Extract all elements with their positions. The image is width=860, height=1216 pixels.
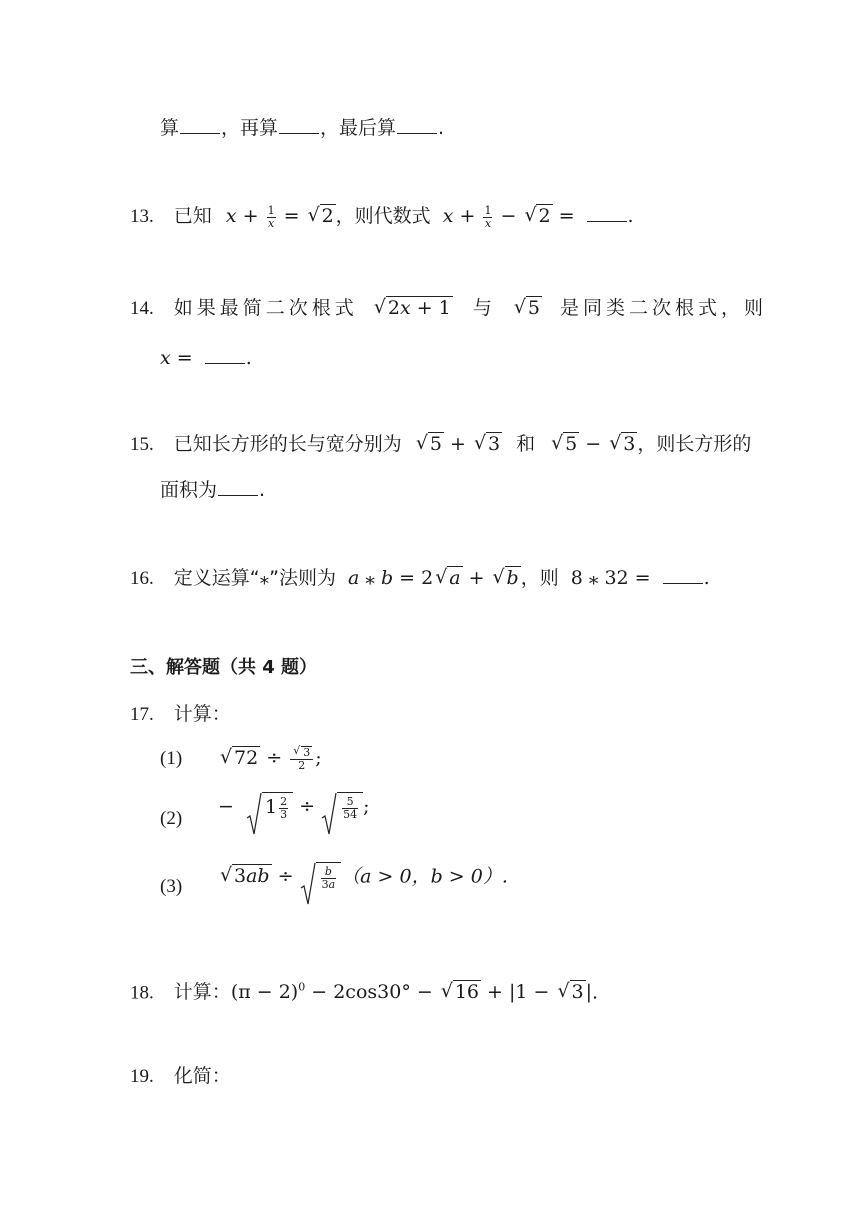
q16-expr: 8 ⁎ 32 =	[570, 567, 657, 589]
question-number: 17.	[130, 704, 154, 725]
q18-label: 计算：	[173, 981, 231, 1004]
q17-1-expr: √ 72 ÷ √ $\frac{3}{2}$ ;	[218, 746, 322, 772]
q13-mid: ，则代数式	[335, 205, 431, 227]
answer-blank[interactable]	[587, 205, 627, 222]
q17-part-3	[160, 864, 508, 899]
question-15	[130, 432, 751, 457]
q12-text-c: ，最后算	[320, 117, 397, 139]
question-number: 14.	[130, 298, 154, 319]
part-tag: (2)	[160, 808, 183, 829]
q13-expr1: x + $\frac{1}{x}$ = √ 2	[226, 205, 336, 227]
q12-text-d: .	[438, 117, 445, 139]
question-16	[130, 566, 710, 591]
question-number: 15.	[130, 434, 154, 455]
q14-mid1: 与	[472, 297, 492, 319]
question-14-line2	[160, 346, 252, 370]
q17-3-expr: √ 3ab ÷ $\frac{b}{3a}$ （a > 0，b > 0）.	[218, 862, 508, 891]
question-number: 16.	[130, 568, 154, 589]
q15-and: 和	[516, 433, 536, 455]
q14-eq: =	[176, 347, 193, 369]
question-13	[130, 204, 634, 230]
q17-part-1	[160, 746, 322, 772]
q14-radical-b: √ 5	[512, 297, 542, 319]
q12-text-b: ，再算	[221, 117, 279, 139]
q13-pre: 已知	[173, 205, 212, 227]
q13-end: .	[627, 205, 634, 227]
q17-2-expr: − 1 $\frac{2}{3}$ ÷ $\frac{5}{54}$ ;	[218, 792, 369, 821]
part-tag: (3)	[160, 876, 183, 897]
q18-expr: $(\pi - 2)^0 - 2\cos 30^\circ$ − √ 16 + |1 − √ 3 |	[231, 981, 592, 1003]
answer-blank[interactable]	[397, 117, 437, 134]
section-heading: 三、解答题（共 4 题）	[130, 657, 318, 678]
question-number: 19.	[130, 1066, 154, 1087]
question-number: 18.	[130, 982, 154, 1004]
q15-line2: 面积为	[160, 479, 218, 501]
q16-mid: ，则	[520, 567, 559, 589]
answer-blank[interactable]	[218, 479, 258, 496]
question-14	[130, 296, 767, 321]
q15-end: .	[259, 479, 266, 501]
q14-pre: 如果最简二次根式	[173, 297, 358, 319]
q12-continuation	[160, 116, 444, 140]
question-17	[130, 702, 231, 727]
q15-expr1: √ 5 + √ 3	[414, 433, 502, 455]
q14-var: x	[160, 347, 171, 369]
q14-radical-a: √ 2x + 1	[372, 297, 453, 319]
q15-post: ，则长方形的	[637, 433, 752, 455]
q16-definition: a ⁎ b = 2√ a + √ b	[348, 567, 521, 589]
answer-blank[interactable]	[663, 567, 703, 584]
answer-blank[interactable]	[205, 347, 245, 364]
q18-end: .	[592, 981, 599, 1004]
q15-pre: 已知长方形的长与宽分别为	[173, 433, 402, 455]
q16-pre: 定义运算“⁎”法则为	[173, 567, 336, 589]
part-tag: (1)	[160, 748, 183, 769]
q13-expr2: x + $\frac{1}{x}$ − √ 2 =	[443, 205, 581, 227]
q17-part-2	[160, 794, 370, 831]
question-number: 13.	[130, 206, 154, 227]
answer-blank[interactable]	[180, 117, 220, 134]
q12-text-a: 算	[160, 117, 180, 139]
q14-end: .	[245, 347, 252, 369]
q15-expr2: √ 5 − √ 3	[549, 433, 637, 455]
question-18	[130, 976, 598, 1005]
q17-label: 计算：	[173, 703, 231, 725]
question-15-line2	[160, 478, 265, 502]
answer-blank[interactable]	[279, 117, 319, 134]
q17-3-condition: （a > 0，b > 0）.	[341, 865, 508, 888]
q19-label: 化简：	[173, 1065, 231, 1087]
q14-mid2: 是同类二次根式，则	[560, 297, 768, 319]
question-19	[130, 1064, 231, 1089]
q16-end: .	[703, 567, 710, 589]
